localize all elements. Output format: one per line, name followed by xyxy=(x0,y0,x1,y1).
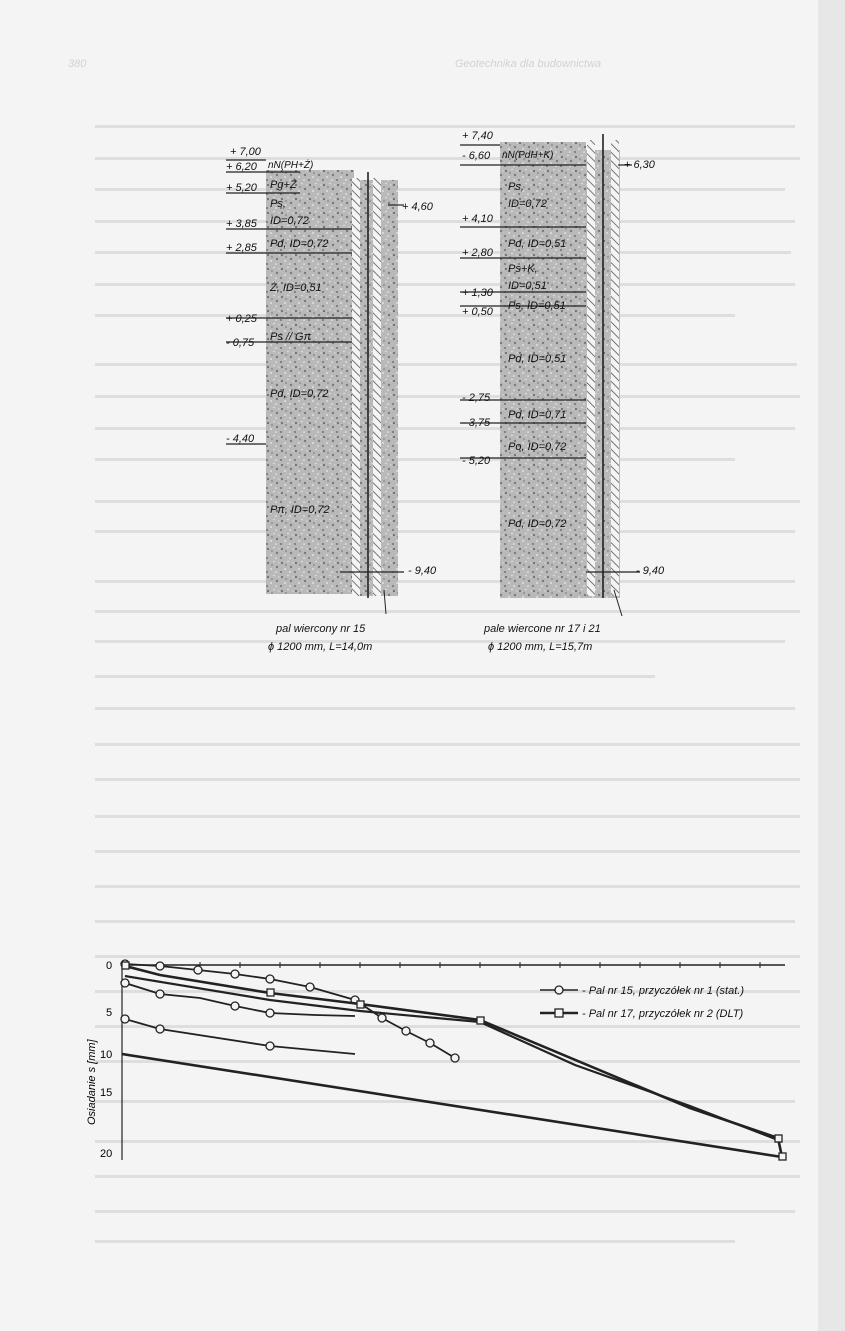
soil-column xyxy=(266,170,354,594)
y-axis-title: Osiadanie s [mm] xyxy=(86,1039,98,1125)
layer-label: ID=0,51 xyxy=(508,280,547,292)
y-tick-label: 5 xyxy=(106,1007,113,1019)
elevation-label: + 7,40 xyxy=(462,130,493,142)
bleed-page-number: 380 xyxy=(68,58,87,70)
y-tick-label: 0 xyxy=(106,960,113,972)
elevation-label: + 3,85 xyxy=(226,218,257,230)
pile-hatch-left xyxy=(587,140,595,596)
layer-label: ID=0,72 xyxy=(508,198,547,210)
chart-legend xyxy=(540,985,744,1020)
elevation-label: - 3,75 xyxy=(462,417,491,429)
elevation-label: - 4,40 xyxy=(226,433,255,445)
layer-label: Ps // Gπ xyxy=(270,331,311,343)
y-tick-label: 15 xyxy=(100,1087,113,1099)
elevation-label: + 0,25 xyxy=(226,313,257,325)
elevation-label: - 2,75 xyxy=(462,392,491,404)
layer-label: Ps+K, xyxy=(508,263,538,275)
layer-label: Pg+Ż xyxy=(270,179,297,191)
pile-tip-label: - 9,40 xyxy=(408,565,437,577)
series-pal-15-unloading xyxy=(125,1019,355,1054)
pile-caption: pal wiercony nr 15 xyxy=(276,623,366,635)
layer-label: ID=0,72 xyxy=(270,215,309,227)
layer-label: Ps, xyxy=(508,181,524,193)
layer-label: Pd, ID=0,71 xyxy=(508,409,567,421)
pile-hatch-right xyxy=(611,140,619,596)
y-tick-label: 10 xyxy=(100,1049,113,1061)
layer-label: Ps, ID=0,51 xyxy=(508,300,566,312)
layer-label: nN(PH+Ż) xyxy=(268,160,314,171)
pile-caption: pale wiercone nr 17 i 21 xyxy=(484,623,601,635)
pile-hatch-right xyxy=(373,178,381,596)
pile-head-label: + 4,60 xyxy=(402,201,433,213)
pile-caption: ϕ 1200 mm, L=14,0m xyxy=(268,641,373,653)
settlement-chart xyxy=(86,960,786,1160)
soil-profile-left xyxy=(226,146,437,653)
elevation-label: + 0,50 xyxy=(462,306,493,318)
layer-label: Ps, xyxy=(270,198,286,210)
elevation-label: + 4,10 xyxy=(462,213,493,225)
elevation-label: + 2,80 xyxy=(462,247,493,259)
pile-caption: ϕ 1200 mm, L=15,7m xyxy=(488,641,593,653)
y-tick-label: 20 xyxy=(100,1148,113,1160)
elevation-label: - 6,60 xyxy=(462,150,491,162)
layer-label: Pπ, ID=0,72 xyxy=(270,504,330,516)
pile-hatch-left xyxy=(352,178,360,596)
layer-label: Ż, ID=0,51 xyxy=(270,282,322,294)
layer-label: Pd, ID=0,72 xyxy=(270,238,329,250)
legend-entry: - Pal nr 15, przyczółek nr 1 (stat.) xyxy=(582,985,744,997)
soil-profile-right xyxy=(460,130,665,653)
layer-label: Pd, ID=0,51 xyxy=(508,238,567,250)
elevation-label: - 0,75 xyxy=(226,337,255,349)
legend-entry: - Pal nr 17, przyczółek nr 2 (DLT) xyxy=(582,1008,744,1020)
elevation-label: + 7,00 xyxy=(230,146,261,158)
layer-label: Pd, ID=0,51 xyxy=(508,353,567,365)
pile-tip-label: - 9,40 xyxy=(636,565,665,577)
elevation-label: - 5,20 xyxy=(462,455,491,467)
pile-head-label: + 6,30 xyxy=(624,159,655,171)
elevation-label: + 6,20 xyxy=(226,161,257,173)
layer-label: Pd, ID=0,72 xyxy=(270,388,329,400)
layer-label: nN(PdH+K) xyxy=(502,150,554,161)
layer-label: Po, ID=0,72 xyxy=(508,441,567,453)
elevation-label: + 5,20 xyxy=(226,182,257,194)
bleed-running-head: Geotechnika dla budownictwa xyxy=(455,58,602,70)
elevation-label: + 1,30 xyxy=(462,287,493,299)
layer-label: Pd, ID=0,72 xyxy=(508,518,567,530)
elevation-label: + 2,85 xyxy=(226,242,257,254)
